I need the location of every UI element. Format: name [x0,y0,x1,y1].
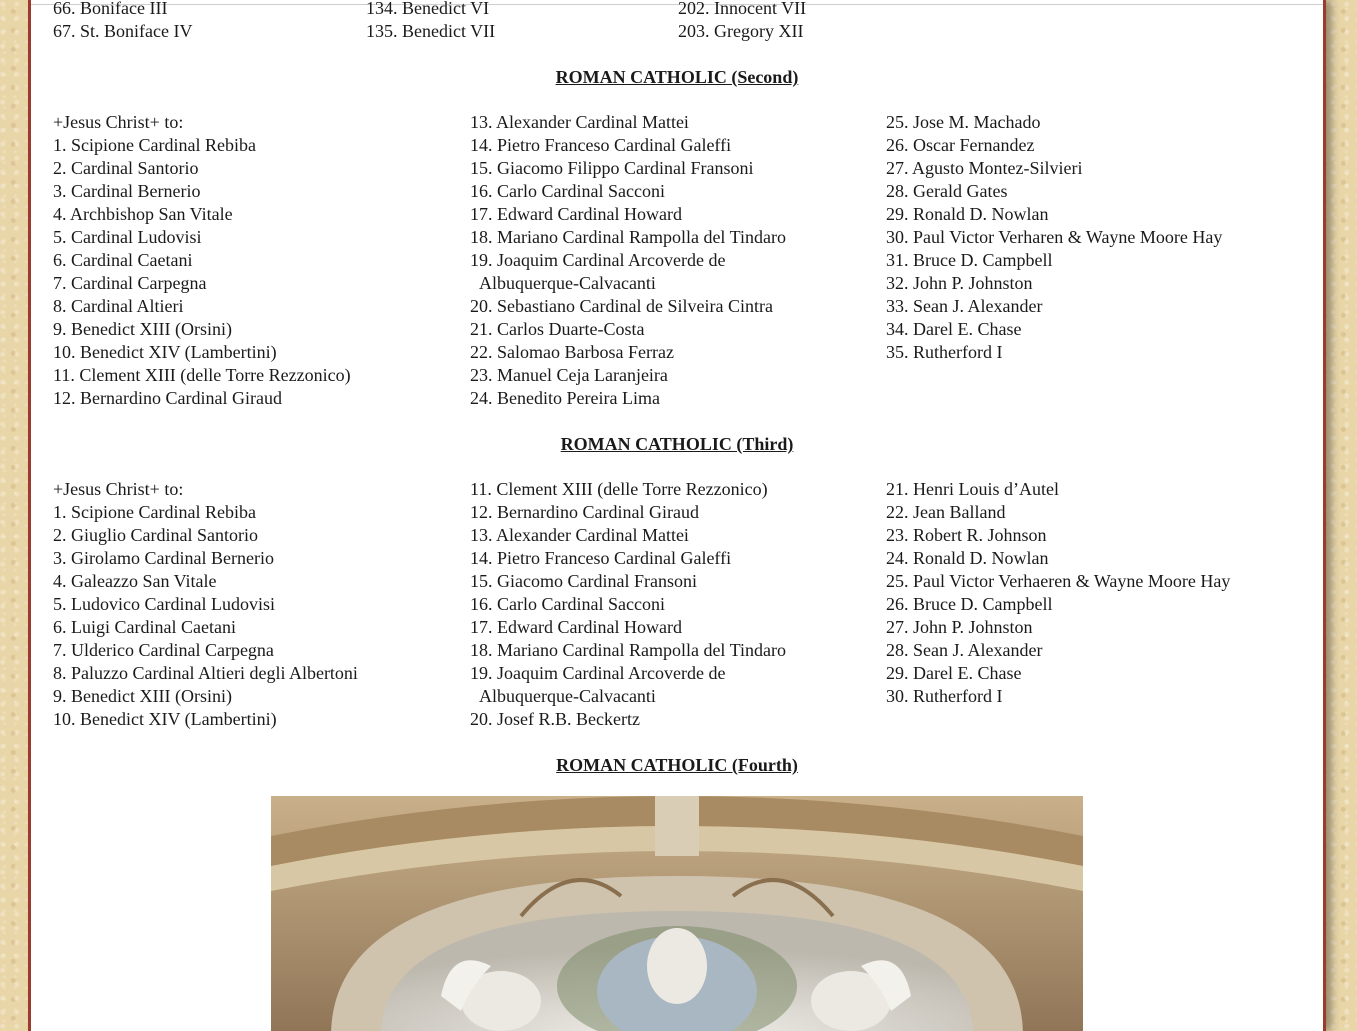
list-item: 13. Alexander Cardinal Mattei [470,525,689,545]
list-item: 27. John P. Johnston [886,617,1033,637]
list-item: 10. Benedict XIV (Lambertini) [53,342,277,362]
list-item: 32. John P. Johnston [886,273,1033,293]
list-item: 22. Jean Balland [886,502,1006,522]
list-item: 1. Scipione Cardinal Rebiba [53,135,256,155]
list-item: 202. Innocent VII [678,0,807,18]
list-item: 22. Salomao Barbosa Ferraz [470,342,674,362]
top-list-col3 [678,0,806,43]
list-item: 14. Pietro Franceso Cardinal Galeffi [470,135,732,155]
list-item: 33. Sean J. Alexander [886,296,1043,316]
list-item: 12. Bernardino Cardinal Giraud [470,502,699,522]
list-item: 2. Cardinal Santorio [53,158,199,178]
list-item: 16. Carlo Cardinal Sacconi [470,594,665,614]
list-item: 8. Paluzzo Cardinal Altieri degli Albertoni [53,663,358,683]
list-item: 11. Clement XIII (delle Torre Rezzonico) [470,479,768,499]
list-item: 25. Paul Victor Verhaeren & Wayne Moore Hay [886,571,1231,591]
list-item: 9. Benedict XIII (Orsini) [53,686,232,706]
list-item: 5. Cardinal Ludovisi [53,227,202,247]
list-item: +Jesus Christ+ to: [53,479,184,499]
list-item: 25. Jose M. Machado [886,112,1041,132]
list-item: +Jesus Christ+ to: [53,112,184,132]
list-item: 12. Bernardino Cardinal Giraud [53,388,282,408]
list-item: 21. Henri Louis d’Autel [886,479,1059,499]
list-item: 10. Benedict XIV (Lambertini) [53,709,277,729]
list-item: 20. Sebastiano Cardinal de Silveira Cintra [470,296,773,316]
list-item: 26. Bruce D. Campbell [886,594,1053,614]
list-item: 2. Giuglio Cardinal Santorio [53,525,258,545]
second-list-col1 [53,111,351,410]
list-item: 8. Cardinal Altieri [53,296,184,316]
list-item: 27. Agusto Montez-Silvieri [886,158,1083,178]
top-list-col1 [53,0,192,43]
list-item: 7. Cardinal Carpegna [53,273,207,293]
list-item: 18. Mariano Cardinal Rampolla del Tindaro [470,640,786,660]
list-item: 20. Josef R.B. Beckertz [470,709,640,729]
third-list-col3 [886,478,1230,708]
list-item: 11. Clement XIII (delle Torre Rezzonico) [53,365,351,385]
list-item: 16. Carlo Cardinal Sacconi [470,181,665,201]
list-item: 135. Benedict VII [366,21,496,41]
list-item: 21. Carlos Duarte-Costa [470,319,645,339]
content-page [28,0,1326,1031]
list-item: 30. Paul Victor Verharen & Wayne Moore Hay [886,227,1223,247]
list-item: 15. Giacomo Filippo Cardinal Fransoni [470,158,754,178]
list-item: 17. Edward Cardinal Howard [470,204,682,224]
list-item: 67. St. Boniface IV [53,21,193,41]
list-item: 34. Darel E. Chase [886,319,1022,339]
list-item: Albuquerque-Calvacanti [479,686,656,706]
list-item: 4. Galeazzo San Vitale [53,571,217,591]
list-item: 3. Cardinal Bernerio [53,181,201,201]
list-item: 14. Pietro Franceso Cardinal Galeffi [470,548,732,568]
list-item: 15. Giacomo Cardinal Fransoni [470,571,697,591]
top-list-col2 [366,0,495,43]
list-item: 4. Archbishop San Vitale [53,204,233,224]
list-item: 7. Ulderico Cardinal Carpegna [53,640,274,660]
list-item: 13. Alexander Cardinal Mattei [470,112,689,132]
list-item: 29. Darel E. Chase [886,663,1022,683]
list-item: 1. Scipione Cardinal Rebiba [53,502,256,522]
list-item: 9. Benedict XIII (Orsini) [53,319,232,339]
heading-fourth[interactable]: ROMAN CATHOLIC (Fourth) [556,755,798,775]
third-list-col1 [53,478,358,731]
second-list-col3 [886,111,1222,364]
list-item: 24. Ronald D. Nowlan [886,548,1049,568]
list-item: 5. Ludovico Cardinal Ludovisi [53,594,275,614]
list-item: 18. Mariano Cardinal Rampolla del Tindaro [470,227,786,247]
list-item: 31. Bruce D. Campbell [886,250,1053,270]
list-item: 17. Edward Cardinal Howard [470,617,682,637]
list-item: 19. Joaquim Cardinal Arcoverde de [470,663,726,683]
top-divider [31,4,1323,5]
church-relief-photo [271,796,1083,1031]
heading-second[interactable]: ROMAN CATHOLIC (Second) [555,67,799,87]
list-item: 28. Sean J. Alexander [886,640,1043,660]
list-item: 23. Manuel Ceja Laranjeira [470,365,668,385]
list-item: 26. Oscar Fernandez [886,135,1035,155]
second-list-col2 [470,111,786,410]
list-item: 3. Girolamo Cardinal Bernerio [53,548,274,568]
list-item: 203. Gregory XII [678,21,804,41]
list-item: 24. Benedito Pereira Lima [470,388,660,408]
list-item: 134. Benedict VI [366,0,490,18]
list-item: 29. Ronald D. Nowlan [886,204,1049,224]
list-item: 30. Rutherford I [886,686,1003,706]
third-list-col2 [470,478,786,731]
list-item: 23. Robert R. Johnson [886,525,1047,545]
list-item: Albuquerque-Calvacanti [479,273,656,293]
list-item: 6. Luigi Cardinal Caetani [53,617,236,637]
list-item: 19. Joaquim Cardinal Arcoverde de [470,250,726,270]
list-item: 66. Boniface III [53,0,168,18]
list-item: 35. Rutherford I [886,342,1003,362]
list-item: 28. Gerald Gates [886,181,1008,201]
list-item: 6. Cardinal Caetani [53,250,193,270]
heading-third[interactable]: ROMAN CATHOLIC (Third) [560,434,794,454]
